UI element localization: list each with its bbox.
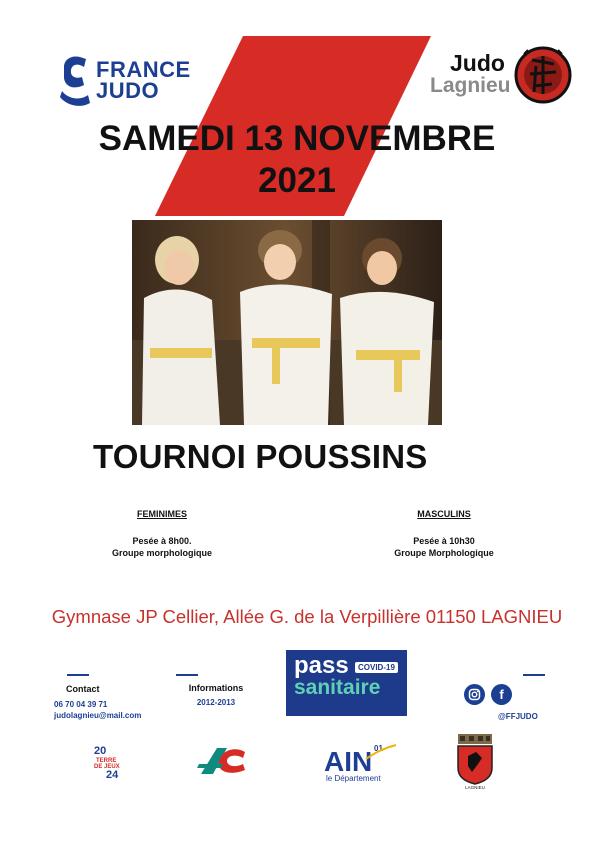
ain-sub: le Département bbox=[326, 774, 381, 783]
information-label: Informations bbox=[188, 683, 244, 693]
judo-text: JUDO bbox=[96, 78, 160, 103]
divider-dash bbox=[176, 674, 198, 676]
masculine-section bbox=[344, 509, 544, 559]
credit-agricole-icon bbox=[197, 744, 249, 778]
contact-label: Contact bbox=[66, 684, 100, 694]
birth-years: 2012-2013 bbox=[196, 698, 236, 707]
france-judo-emblem-icon bbox=[58, 55, 92, 107]
contact-email: judolagnieu@mail.com bbox=[54, 711, 142, 720]
covid-badge: COVID-19 bbox=[355, 662, 398, 673]
divider-dash bbox=[67, 674, 89, 676]
instagram-icon[interactable] bbox=[464, 684, 485, 705]
france-judo-logo bbox=[58, 55, 208, 107]
venue-address: Gymnase JP Cellier, Allée G. de la Verpillière 01150 LAGNIEU bbox=[51, 606, 563, 627]
section-header: MASCULINS bbox=[417, 509, 471, 519]
club-judo-text: Judo bbox=[450, 50, 505, 76]
feminine-section bbox=[62, 509, 262, 559]
weigh-in-time: Pesée à 10h30 bbox=[413, 536, 475, 546]
france-judo-wordmark bbox=[96, 59, 191, 101]
event-date-title: SAMEDI 13 NOVEMBRE bbox=[98, 119, 496, 158]
ain-departement-logo bbox=[324, 741, 402, 783]
contact-phone: 06 70 04 39 71 bbox=[54, 700, 108, 709]
pass-sanitaire-logo bbox=[286, 650, 407, 716]
ain-name: AIN bbox=[324, 746, 373, 777]
weigh-in-time: Pesée à 8h00. bbox=[132, 536, 192, 546]
pass-text: pass bbox=[294, 652, 349, 679]
club-lagnieu-text: Lagnieu bbox=[430, 74, 511, 97]
lagnieu-coat-of-arms bbox=[454, 734, 496, 790]
tdj-mid1: TERRE bbox=[96, 758, 117, 764]
photo-illustration bbox=[132, 220, 442, 425]
divider-dash bbox=[523, 674, 545, 676]
ain-badge: 01 bbox=[374, 744, 383, 753]
judo-lagnieu-logo bbox=[428, 44, 578, 106]
sanitaire-text: sanitaire bbox=[294, 676, 381, 699]
terre-de-jeux-logo bbox=[92, 744, 132, 780]
judo-club-emblem-icon bbox=[512, 44, 574, 106]
france-text: FRANCE bbox=[96, 57, 191, 82]
group-type: Groupe Morphologique bbox=[394, 548, 494, 558]
coat-of-arms-icon bbox=[454, 734, 496, 790]
section-header: FEMINIMES bbox=[136, 509, 187, 519]
facebook-icon[interactable]: f bbox=[491, 684, 512, 705]
group-type: Groupe morphologique bbox=[112, 548, 212, 558]
credit-agricole-logo bbox=[197, 744, 249, 778]
tdj-bottom-number: 24 bbox=[106, 769, 119, 780]
coat-of-arms-caption: LAGNIEU bbox=[465, 785, 485, 790]
event-year-title: 2021 bbox=[258, 161, 336, 200]
children-judo-photo bbox=[132, 220, 442, 425]
tdj-top-number: 20 bbox=[94, 745, 107, 757]
information-block bbox=[178, 683, 254, 707]
contact-block bbox=[54, 684, 141, 721]
tournament-title: TOURNOI POUSSINS bbox=[93, 438, 428, 475]
tdj-mid2: DE JEUX bbox=[94, 764, 120, 770]
social-handle[interactable]: @FFJUDO bbox=[498, 712, 538, 721]
